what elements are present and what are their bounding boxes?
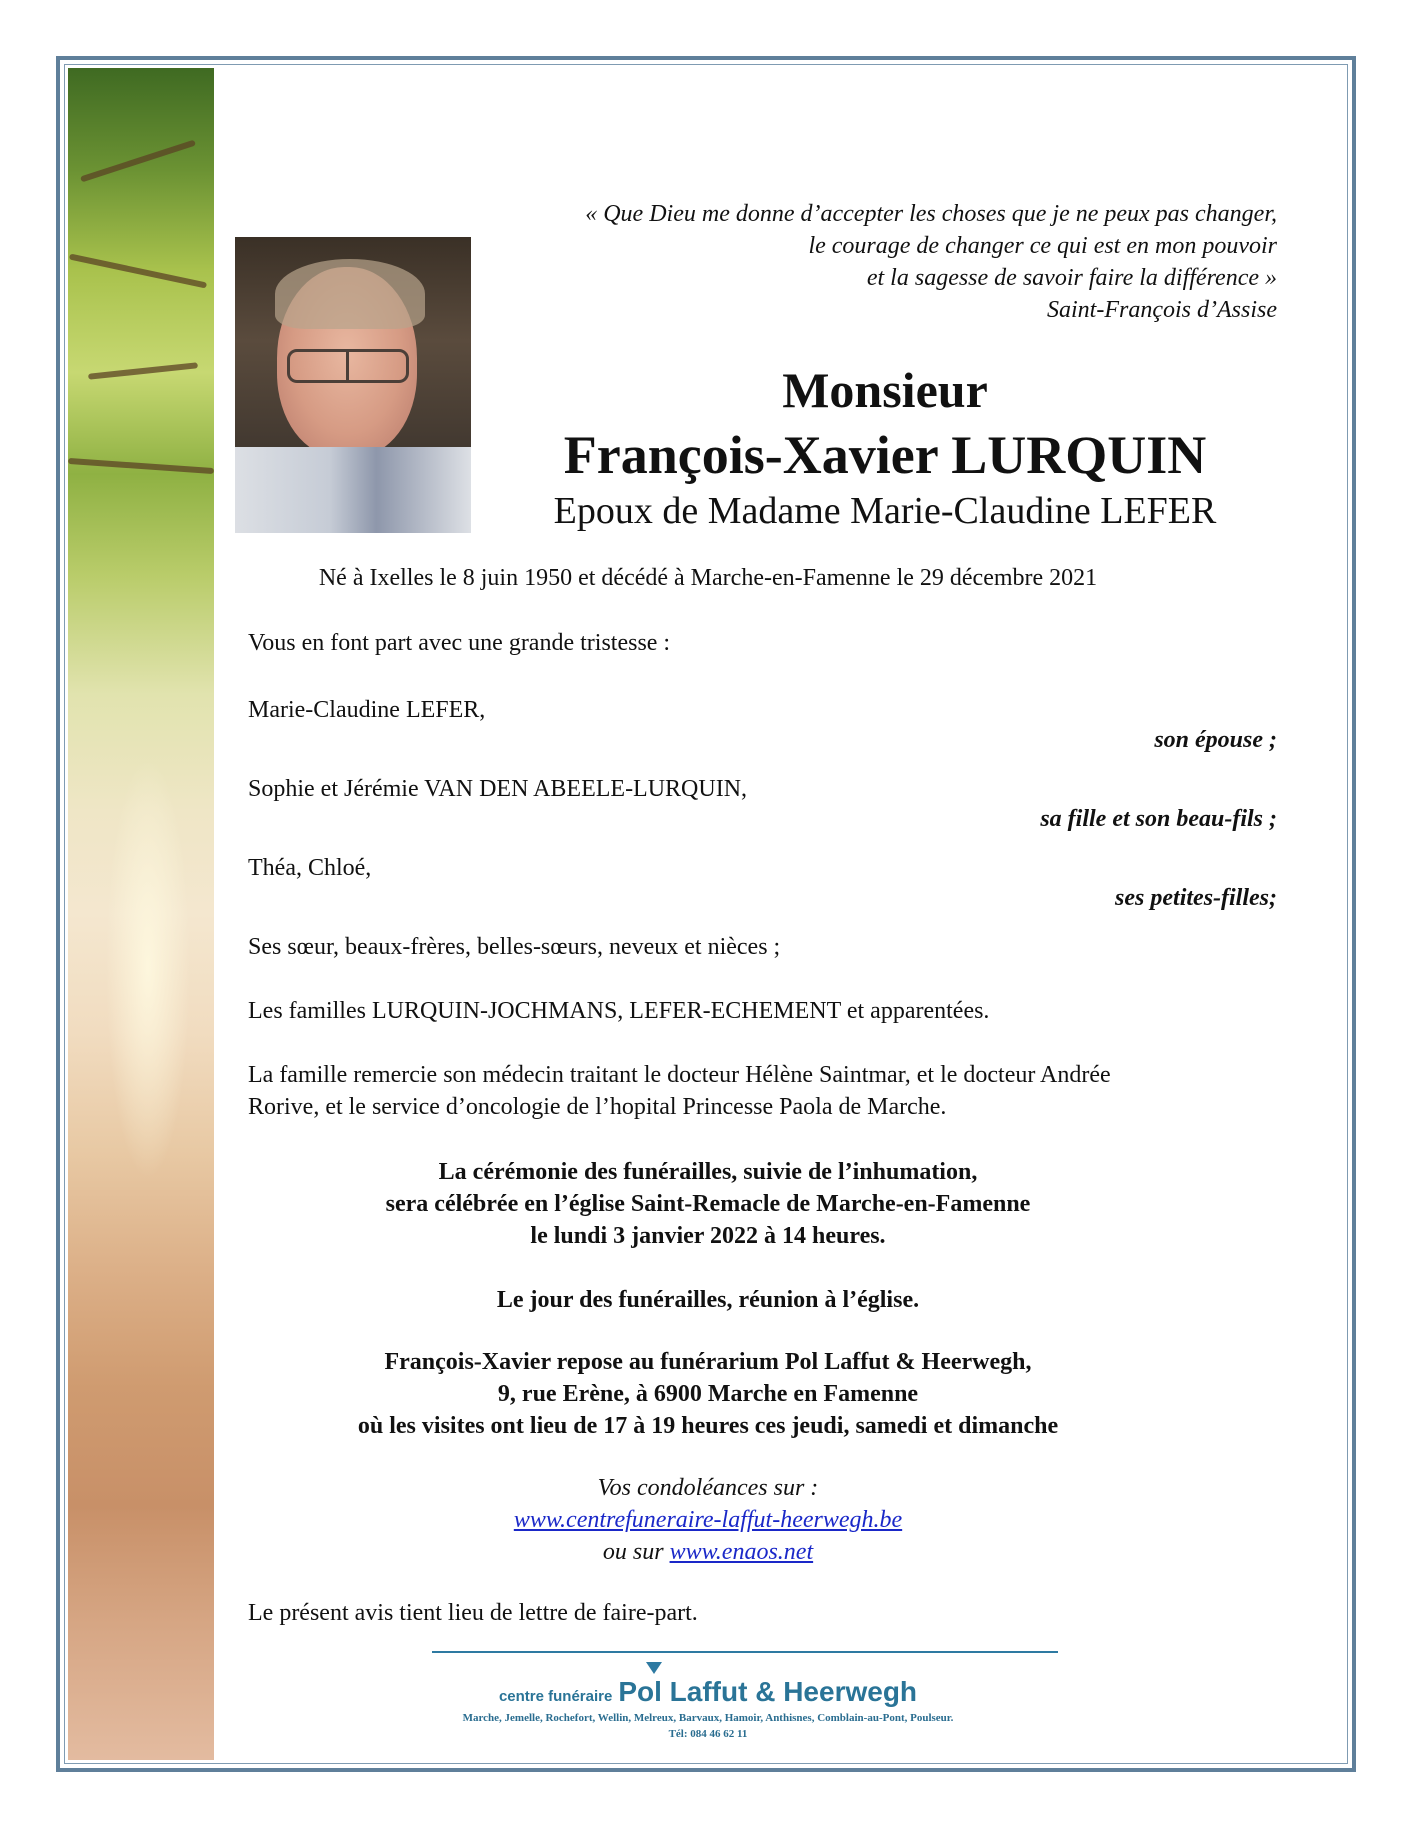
thanks-line: La famille remercie son médecin traitant le docteur Hélène Saintmar, et le docteur Andrée <box>248 1062 1111 1088</box>
funeral-home-logo <box>0 1676 1416 1708</box>
quote-line: « Que Dieu me donne d’accepter les choses que je ne peux pas changer, <box>585 201 1277 227</box>
footer-locations: Marche, Jemelle, Rochefort, Wellin, Melreux, Barvaux, Hamoir, Anthisnes, Comblain-au-Pont, Poulseur. <box>462 1712 954 1724</box>
deceased-name: François-Xavier LURQUIN <box>563 425 1207 485</box>
ceremony-line: sera célébrée en l’église Saint-Remacle de Marche-en-Famenne <box>385 1191 1031 1217</box>
family-member-relation: son épouse ; <box>1154 727 1277 753</box>
logo-brand: Pol Laffut & Heerwegh <box>618 1676 918 1707</box>
quote-line: et la sagesse de savoir faire la différence » <box>866 265 1277 291</box>
condolences-link-secondary[interactable]: www.enaos.net <box>669 1539 814 1565</box>
funerarium-block <box>0 1346 1416 1442</box>
meeting-line: Le jour des funérailles, réunion à l’église. <box>496 1287 920 1313</box>
birth-death-line: Né à Ixelles le 8 juin 1950 et décédé à Marche-en-Famenne le 29 décembre 2021 <box>318 565 1098 591</box>
family-member-relation: ses petites-filles; <box>1115 885 1277 911</box>
ceremony-block <box>0 1156 1416 1252</box>
family-member-relation: sa fille et son beau-fils ; <box>1040 806 1277 832</box>
logo-prefix: centre funéraire <box>498 1688 613 1705</box>
funerarium-line: 9, rue Erène, à 6900 Marche en Famenne <box>497 1381 919 1407</box>
families-line: Les familles LURQUIN-JOCHMANS, LEFER-ECHEMENT et apparentées. <box>248 998 990 1024</box>
condolences-link-primary[interactable]: www.centrefuneraire-laffut-heerwegh.be <box>513 1507 903 1533</box>
quote-author: Saint-François d’Assise <box>1047 297 1277 323</box>
thanks-line: Rorive, et le service d’oncologie de l’hopital Princesse Paola de Marche. <box>248 1094 947 1120</box>
announcement-line: Vous en font part avec une grande tristesse : <box>248 630 671 656</box>
footer-phone: Tél: 084 46 62 11 <box>668 1728 748 1740</box>
triangle-down-icon <box>646 1662 662 1674</box>
quote-line: le courage de changer ce qui est en mon pouvoir <box>808 233 1277 259</box>
ceremony-line: La cérémonie des funérailles, suivie de l’inhumation, <box>438 1159 978 1185</box>
closing-line: Le présent avis tient lieu de lettre de faire-part. <box>248 1600 698 1626</box>
spouse-line: Epoux de Madame Marie-Claudine LEFER <box>553 490 1217 532</box>
family-member-names: Sophie et Jérémie VAN DEN ABEELE-LURQUIN, <box>248 776 748 802</box>
condolences-intro: Vos condoléances sur : <box>597 1475 819 1501</box>
funerarium-line: où les visites ont lieu de 17 à 19 heures ces jeudi, samedi et dimanche <box>357 1413 1059 1439</box>
ceremony-line: le lundi 3 janvier 2022 à 14 heures. <box>530 1223 886 1249</box>
family-member-names: Théa, Chloé, <box>248 855 372 881</box>
condolences-or: ou sur <box>602 1539 664 1565</box>
extended-family-line: Ses sœur, beaux-frères, belles-sœurs, neveux et nièces ; <box>248 934 781 960</box>
honorific-title: Monsieur <box>782 362 988 418</box>
footer-divider <box>432 1651 1058 1653</box>
epigraph-quote <box>377 198 1277 326</box>
family-member-names: Marie-Claudine LEFER, <box>248 697 486 723</box>
funerarium-line: François-Xavier repose au funérarium Pol Laffut & Heerwegh, <box>384 1349 1032 1375</box>
condolences-block <box>0 1472 1416 1568</box>
